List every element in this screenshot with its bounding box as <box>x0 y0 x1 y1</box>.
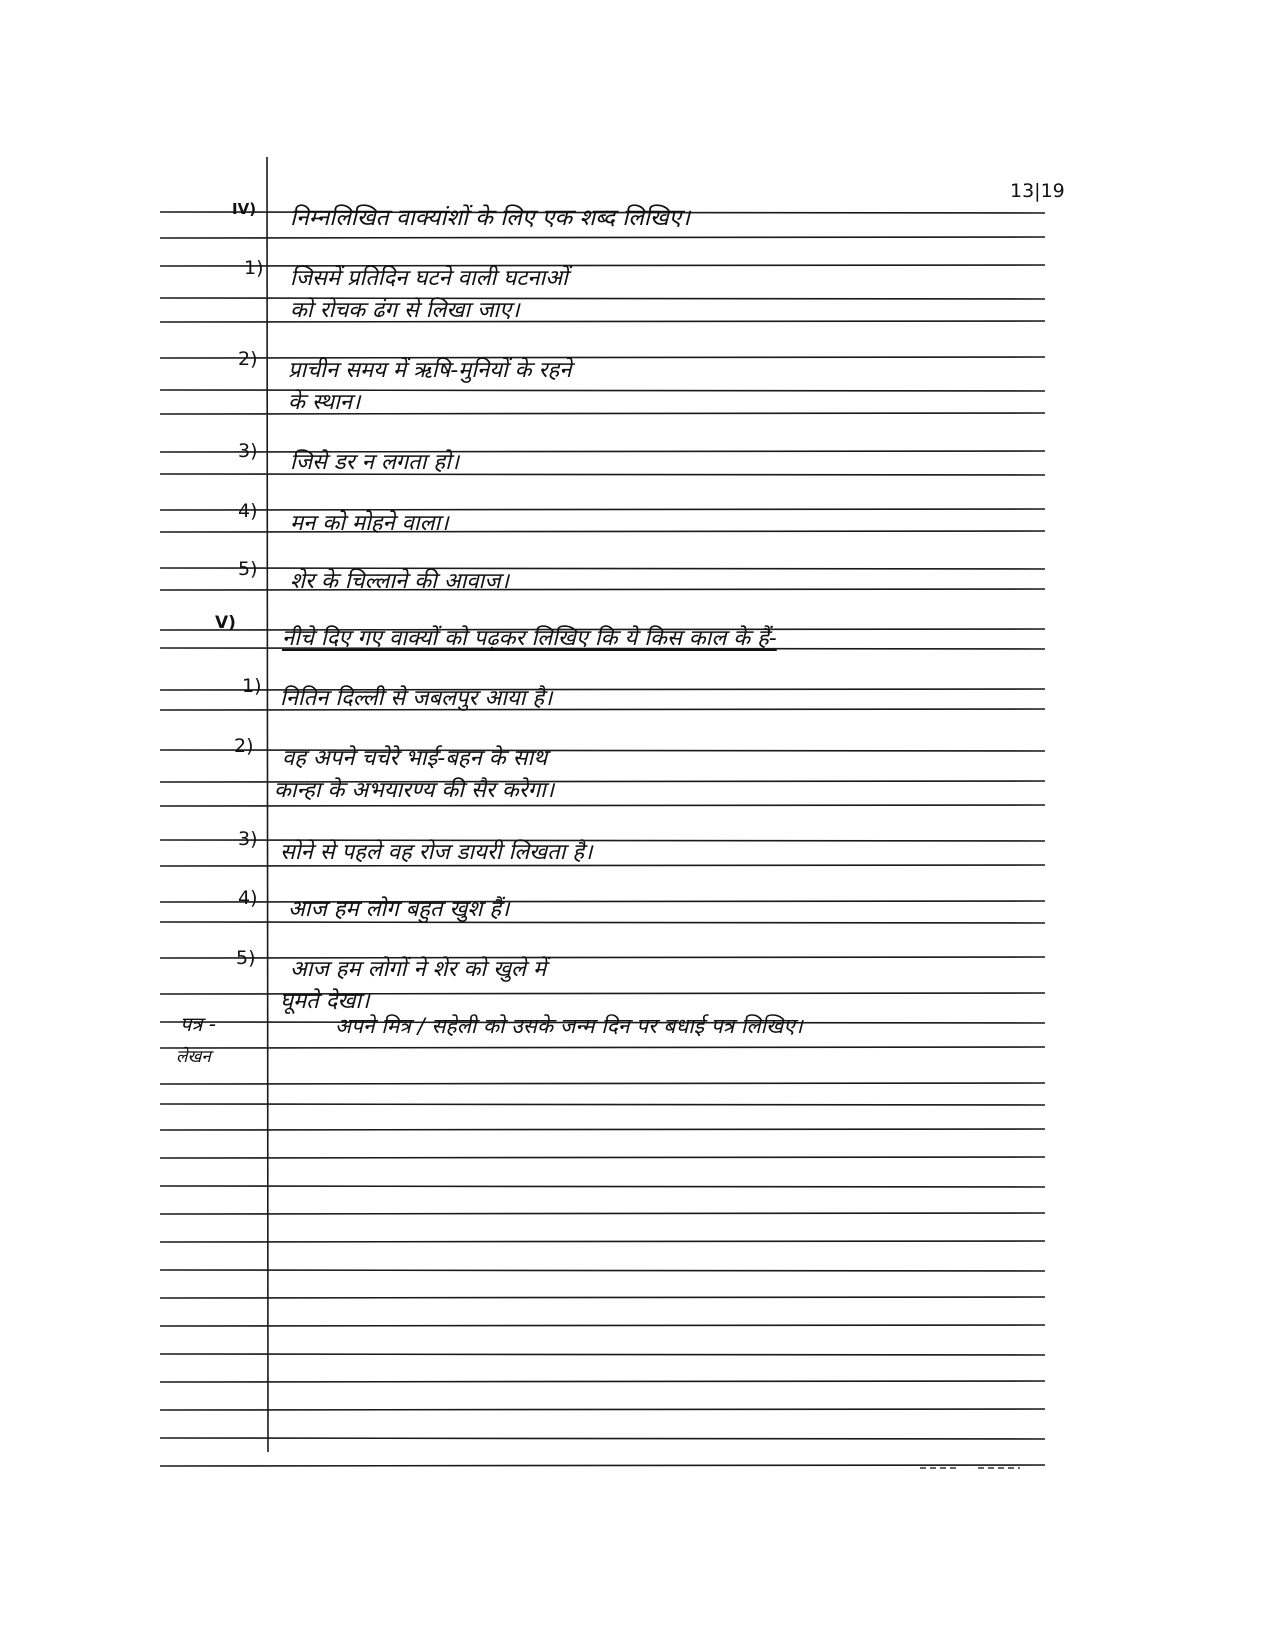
section-iv-marker: IV) <box>232 200 257 218</box>
v-item-4-number: 4) <box>238 887 258 909</box>
iv-item-3-text: जिसे डर न लगता हो। <box>290 450 460 475</box>
iv-item-5-text: शेर के चिल्लाने की आवाज। <box>290 569 509 594</box>
letter-writing-prompt: अपने मित्र / सहेली को उसके जन्म दिन पर बधाई पत्र लिखिए। <box>335 1014 803 1038</box>
v-item-2-line-2: कान्हा के अभयारण्य की सैर करेगा। <box>274 778 555 803</box>
iv-item-2-line-2: के स्थान। <box>288 390 361 415</box>
iv-item-1-number: 1) <box>244 257 264 279</box>
iv-item-2-line-1: प्राचीन समय में ऋषि-मुनियों के रहने <box>288 358 572 383</box>
iv-item-5-number: 5) <box>238 558 258 580</box>
v-item-5-number: 5) <box>236 947 256 969</box>
v-item-3-number: 3) <box>238 828 258 850</box>
iv-item-1-line-1: जिसमें प्रतिदिन घटने वाली घटनाओं <box>290 266 568 291</box>
iv-item-4-number: 4) <box>238 500 258 522</box>
iv-item-4-text: मन को मोहने वाला। <box>290 511 449 536</box>
v-item-5-line-1: आज हम लोगों ने शेर को खुले में <box>290 957 547 982</box>
section-v-marker: V) <box>215 613 236 633</box>
v-item-3-text: सोने से पहले वह रोज डायरी लिखता है। <box>280 840 593 865</box>
page-number: 13|19 <box>1010 180 1065 202</box>
v-item-2-number: 2) <box>234 735 254 757</box>
v-item-1-number: 1) <box>242 675 262 697</box>
v-item-2-line-1: वह अपने चचेरे भाई-बहन के साथ <box>282 746 548 771</box>
v-item-1-text: नितिन दिल्ली से जबलपुर आया है। <box>280 686 553 711</box>
letter-writing-label-line-1: पत्र - <box>180 1012 216 1036</box>
section-iv-heading: निम्नलिखित वाक्यांशों के लिए एक शब्द लिखिए। <box>290 205 691 231</box>
v-item-5-line-2: घूमते देखा। <box>280 989 370 1014</box>
iv-item-3-number: 3) <box>238 440 258 462</box>
iv-item-2-number: 2) <box>238 348 258 370</box>
section-v-heading: नीचे दिए गए वाक्यों को पढ़कर लिखिए कि ये किस काल के हैं- <box>282 626 777 651</box>
letter-writing-label-line-2: लेखन <box>176 1047 211 1067</box>
iv-item-1-line-2: को रोचक ढंग से लिखा जाए। <box>290 298 520 323</box>
v-item-4-text: आज हम लोग बहुत खुश हैं। <box>288 897 510 922</box>
